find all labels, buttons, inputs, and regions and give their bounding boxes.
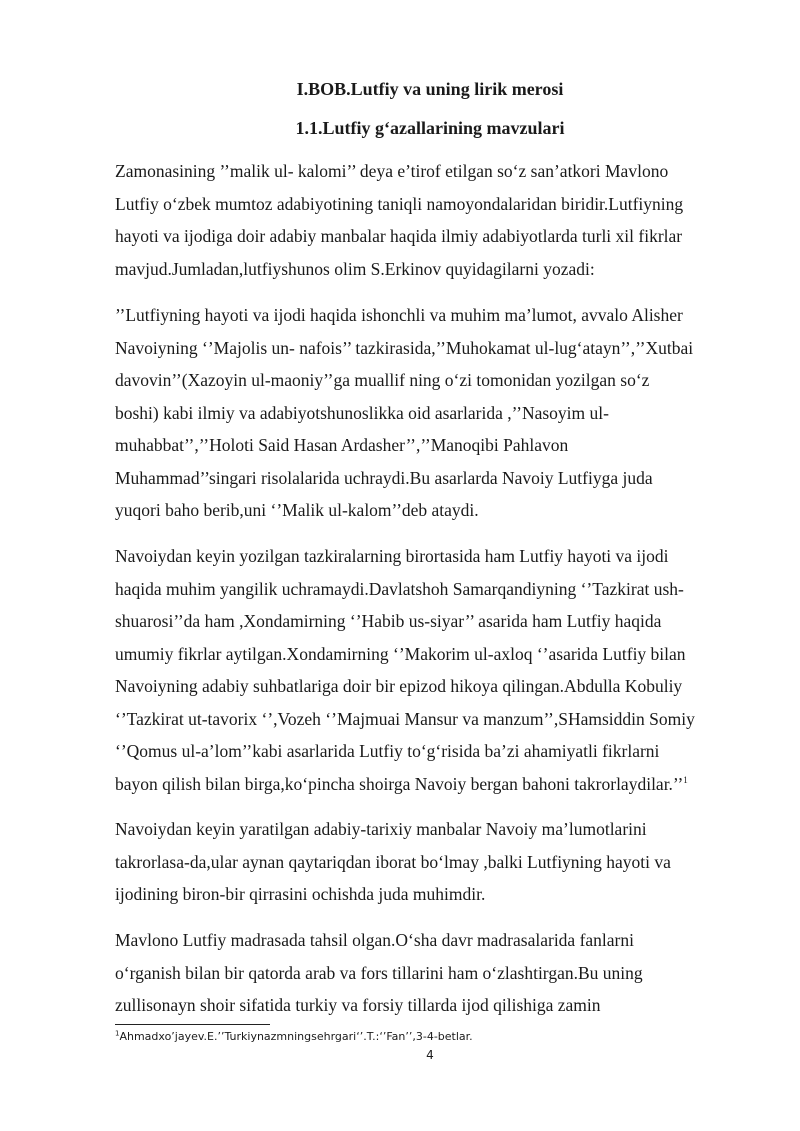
paragraph-line: Navoiydan keyin yaratilgan adabiy-tarixiy manbalar Navoiy ma’lumotlarini [115, 819, 647, 839]
paragraph-line: ’’Lutfiyning hayoti va ijodi haqida ishonchli va muhim ma’lumot, avvalo Alisher [115, 305, 683, 325]
footnote [115, 1030, 473, 1044]
footnote-divider [115, 1024, 270, 1025]
paragraph-line: mavjud.Jumladan,lutfiyshunos olim S.Erkinov quyidagilarni yozadi: [115, 258, 595, 279]
paragraph-line: umumiy fikrlar aytilgan.Xondamirning ‘’Makorim ul-axloq ‘’asarida Lutfiy bilan [115, 643, 686, 664]
paragraph-line: ‘’Qomus ul-a’lom’’kabi asarlarida Lutfiy to‘g‘risida ba’zi ahamiyatli fikrlarni [115, 741, 660, 761]
footnote-reference[interactable]: 1 [683, 774, 688, 785]
section-title: 1.1.Lutfiy g‘azallarining mavzulari [295, 118, 565, 138]
paragraph-line: Navoiyning ‘’Majolis un- nafois’’ tazkirasida,’’Muhokamat ul-lug‘atayn’’,’’Xutbai [115, 337, 694, 358]
paragraph-line: Zamonasining ’’malik ul- kalomi’’ deya e’tirof etilgan so‘z san’atkori Mavlono [115, 161, 669, 181]
paragraph-line: muhabbat’’,’’Holoti Said Hasan Ardasher’’,’’Manoqibi Pahlavon [115, 435, 569, 455]
paragraph-4 [115, 813, 745, 911]
paragraph-line: Navoiyning adabiy suhbatlariga doir bir epizod hikoya qilingan.Abdulla Kobuliy [115, 676, 683, 696]
paragraph-line: zullisonayn shoir sifatida turkiy va forsiy tillarda ijod qilishiga zamin [115, 995, 601, 1015]
paragraph-line: o‘rganish bilan bir qatorda arab va fors tillarini ham o‘zlashtirgan.Bu uning [115, 962, 643, 983]
paragraph-line: Navoiydan keyin yozilgan tazkiralarning birortasida ham Lutfiy hayoti va ijodi [115, 546, 669, 566]
footnote-text: Ahmadxo’jayev.E.’’Turkiynazmningsehrgari‘’.T.:‘’Fan’’,3-4-betlar. [119, 1030, 473, 1043]
paragraph-line: ‘’Tazkirat ut-tavorix ‘’,Vozeh ‘’Majmuai Mansur va manzum’’,SHamsiddin Somiy [115, 708, 695, 729]
paragraph-line: Muhammad’’singari risolalarida uchraydi.Bu asarlarda Navoiy Lutfiyga juda [115, 467, 653, 488]
paragraph-line: davovin’’(Xazoyin ul-maoniy’’ga muallif ning o‘zi tomonidan yozilgan so‘z [115, 370, 650, 390]
paragraph-line [115, 768, 745, 801]
page-number: 4 [426, 1048, 434, 1062]
paragraph-line: shuarosi’’da ham ,Xondamirning ‘’Habib us-siyar’’ asarida ham Lutfiy haqida [115, 611, 662, 631]
paragraph-line: takrorlasa-da,ular aynan qaytariqdan iborat bo‘lmay ,balki Lutfiyning hayoti va [115, 851, 671, 872]
paragraph-line: Lutfiy o‘zbek mumtoz adabiyotining taniqli namoyondalaridan biridir.Lutfiyning [115, 193, 684, 214]
paragraph-line: yuqori baho berib,uni ‘’Malik ul-kalom’’deb ataydi. [115, 500, 479, 520]
paragraph-line-text: bayon qilish bilan birga,ko‘pincha shoirga Navoiy bergan bahoni takrorlaydilar.’’ [115, 773, 684, 794]
paragraph-2 [115, 299, 745, 527]
paragraph-5 [115, 924, 745, 1022]
paragraph-3 [115, 540, 745, 800]
paragraph-line: hayoti va ijodiga doir adabiy manbalar haqida ilmiy adabiyotlarda turli xil fikrlar [115, 226, 683, 246]
paragraph-line: ijodining biron-bir qirrasini ochishda juda muhimdir. [115, 884, 486, 904]
chapter-title: I.BOB.Lutfiy va uning lirik merosi [296, 79, 564, 99]
paragraph-line: haqida muhim yangilik uchramaydi.Davlatshoh Samarqandiyning ‘’Tazkirat ush- [115, 578, 684, 599]
paragraph-line: boshi) kabi ilmiy va adabiyotshunoslikka oid asarlarida ,’’Nasoyim ul- [115, 402, 609, 423]
paragraph-1 [115, 155, 745, 285]
footnote-marker: 1 [115, 1029, 120, 1038]
paragraph-line: Mavlono Lutfiy madrasada tahsil olgan.O‘sha davr madrasalarida fanlarni [115, 930, 634, 950]
